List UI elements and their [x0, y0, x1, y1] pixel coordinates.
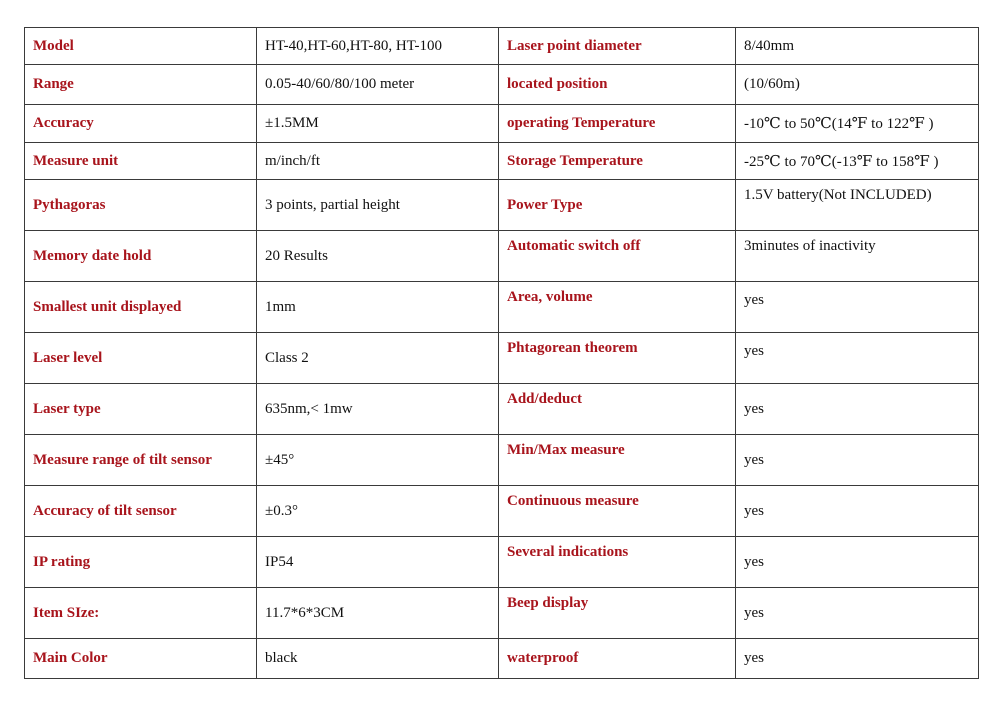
- spec-value: yes: [736, 435, 979, 486]
- spec-label: Range: [25, 65, 257, 105]
- spec-value: 1mm: [257, 282, 499, 333]
- spec-value: 3 points, partial height: [257, 180, 499, 231]
- spec-label: Storage Temperature: [499, 143, 736, 180]
- spec-value: yes: [736, 537, 979, 588]
- spec-label: Add/deduct: [499, 384, 736, 435]
- spec-label: Phtagorean theorem: [499, 333, 736, 384]
- spec-value: ±1.5MM: [257, 105, 499, 143]
- spec-value: IP54: [257, 537, 499, 588]
- spec-label: Several indications: [499, 537, 736, 588]
- spec-label: Measure unit: [25, 143, 257, 180]
- table-row: [25, 333, 979, 384]
- spec-label: Continuous measure: [499, 486, 736, 537]
- spec-label: Laser type: [25, 384, 257, 435]
- table-row: [25, 384, 979, 435]
- spec-value: black: [257, 639, 499, 679]
- spec-label: Pythagoras: [25, 180, 257, 231]
- spec-label: Item SIze:: [25, 588, 257, 639]
- table-row: [25, 65, 979, 105]
- spec-label: Area, volume: [499, 282, 736, 333]
- spec-value: yes: [736, 639, 979, 679]
- spec-value: 1.5V battery(Not INCLUDED): [736, 180, 979, 231]
- spec-label: Power Type: [499, 180, 736, 231]
- spec-value: Class 2: [257, 333, 499, 384]
- table-row: [25, 143, 979, 180]
- spec-value: m/inch/ft: [257, 143, 499, 180]
- table-row: [25, 639, 979, 679]
- spec-value: (10/60m): [736, 65, 979, 105]
- spec-value: 0.05-40/60/80/100 meter: [257, 65, 499, 105]
- table-row: [25, 537, 979, 588]
- spec-value: 3minutes of inactivity: [736, 231, 979, 282]
- spec-value: ±0.3°: [257, 486, 499, 537]
- table-row: [25, 435, 979, 486]
- table-row: [25, 28, 979, 65]
- table-row: [25, 486, 979, 537]
- table-row: [25, 180, 979, 231]
- spec-label: Min/Max measure: [499, 435, 736, 486]
- spec-value: yes: [736, 282, 979, 333]
- spec-label: operating Temperature: [499, 105, 736, 143]
- spec-value: yes: [736, 588, 979, 639]
- spec-value: yes: [736, 384, 979, 435]
- spec-value: ±45°: [257, 435, 499, 486]
- spec-label: Laser level: [25, 333, 257, 384]
- spec-label: Laser point diameter: [499, 28, 736, 65]
- spec-label: Automatic switch off: [499, 231, 736, 282]
- spec-value: yes: [736, 333, 979, 384]
- spec-label: Accuracy: [25, 105, 257, 143]
- spec-label: Beep display: [499, 588, 736, 639]
- spec-value: -10℃ to 50℃(14℉ to 122℉ ): [736, 105, 979, 143]
- table-row: [25, 588, 979, 639]
- spec-value: 8/40mm: [736, 28, 979, 65]
- spec-label: Main Color: [25, 639, 257, 679]
- spec-value: 11.7*6*3CM: [257, 588, 499, 639]
- spec-label: waterproof: [499, 639, 736, 679]
- spec-label: Model: [25, 28, 257, 65]
- specifications-table: [24, 27, 979, 679]
- spec-label: Accuracy of tilt sensor: [25, 486, 257, 537]
- spec-label: Memory date hold: [25, 231, 257, 282]
- table-row: [25, 282, 979, 333]
- spec-label: IP rating: [25, 537, 257, 588]
- table-row: [25, 105, 979, 143]
- spec-label: Smallest unit displayed: [25, 282, 257, 333]
- spec-value: -25℃ to 70℃(-13℉ to 158℉ ): [736, 143, 979, 180]
- spec-label: Measure range of tilt sensor: [25, 435, 257, 486]
- spec-value: 20 Results: [257, 231, 499, 282]
- table-row: [25, 231, 979, 282]
- spec-value: 635nm,< 1mw: [257, 384, 499, 435]
- spec-value: yes: [736, 486, 979, 537]
- spec-value: HT-40,HT-60,HT-80, HT-100: [257, 28, 499, 65]
- spec-label: located position: [499, 65, 736, 105]
